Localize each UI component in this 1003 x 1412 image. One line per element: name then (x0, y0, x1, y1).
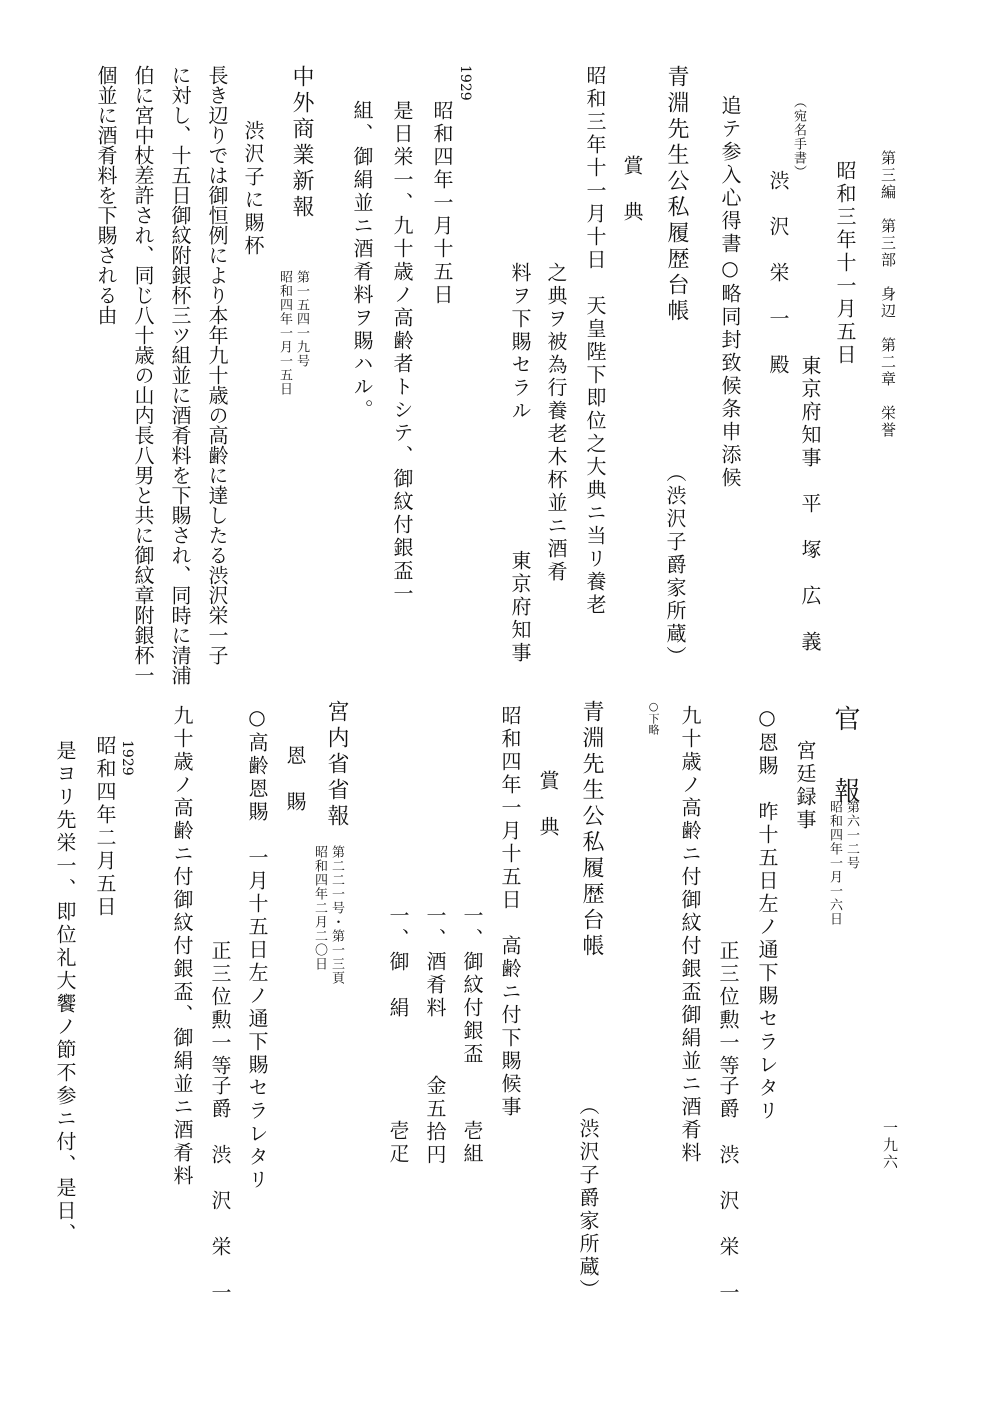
section-heading: 賞 典 (620, 155, 644, 224)
text-line: 正三位勲一等 (208, 940, 232, 1078)
list-item: 一、酒肴料 (423, 905, 447, 1020)
text-line: 昭和四年一月十五日 高齢ニ付下賜候事 (498, 705, 522, 1119)
issue-number: 第二二一号・第一三頁 (329, 845, 344, 985)
issue-number: 第一五四一九号 (294, 270, 309, 368)
text-line: 昭和三年十一月五日 (833, 160, 857, 367)
section-heading: 宮廷録事 (793, 740, 817, 832)
source-citation: （渋沢子爵家所蔵） (576, 1095, 600, 1302)
annotation-note: （宛名手書） (791, 95, 806, 179)
issue-date: 昭和四年一月一六日 (827, 800, 842, 926)
text-line: 子爵 渋 沢 栄 一 (208, 1075, 232, 1305)
date-heading: 昭和四年一月十五日 (430, 100, 454, 307)
text-line: 料ヲ下賜セラル (508, 262, 532, 423)
list-item: 一、御 絹 (386, 905, 410, 1020)
source-title: 青淵先生公私履歴台帳 (579, 700, 604, 960)
article-heading: 渋沢子に賜杯 (241, 120, 265, 258)
text-line: 個並に酒肴料を下賜される由 (94, 65, 118, 325)
text-line: 追テ参入心得書○略同封致候条申添候 (718, 95, 742, 490)
text-line: ○恩賜 昨十五日左ノ通下賜セラレタリ (755, 705, 779, 1123)
issue-date: 昭和四年二月二〇日 (312, 845, 327, 971)
text-line: 子爵 渋 沢 栄 一 (716, 1075, 740, 1305)
section-heading: 恩 賜 (283, 745, 307, 814)
list-item: 一、御紋付銀盃 (460, 905, 484, 1066)
text-line: 昭和三年十一月十日 天皇陛下即位之大典ニ当リ養老 (583, 65, 607, 617)
issue-number: 第六一二号 (844, 800, 859, 870)
text-line: 組、御絹並ニ酒肴料ヲ賜ハル。 (350, 100, 374, 422)
text-line: 之典ヲ被為行養老木杯並ニ酒肴 (544, 262, 568, 584)
text-line: 渋 沢 栄 一 殿 (766, 170, 790, 377)
part-chapter-header: 第三編 第三部 身辺 第二章 栄誉 (879, 150, 897, 439)
text-line: 九十歳ノ高齢ニ付御紋付銀盃、御絹並ニ酒肴料 (170, 705, 194, 1188)
date-heading: 昭和四年二月五日 (93, 735, 117, 919)
text-line: に対し、十五日御紋附銀杯三ツ組並に酒肴料を下賜され、同時に清浦 (168, 65, 192, 685)
source-title: 青淵先生公私履歴台帳 (664, 65, 689, 325)
year-annotation: 1929 (457, 65, 473, 101)
text-line: 東京府知事 (508, 550, 532, 665)
omission-note: ○下略 (647, 700, 660, 735)
source-title: 官 報 (830, 705, 860, 813)
source-citation: （渋沢子爵家所蔵） (663, 462, 687, 669)
list-item-value: 金五拾円 (423, 1075, 447, 1167)
list-item-value: 壱疋 (386, 1120, 410, 1166)
source-title: 宮内省省報 (324, 700, 349, 830)
issue-date: 昭和四年一月一五日 (277, 270, 292, 396)
text-line: 九十歳ノ高齢ニ付御紋付銀盃御絹並ニ酒肴料 (678, 705, 702, 1165)
text-line: 正三位勲一等 (716, 940, 740, 1078)
section-heading: 賞 典 (536, 770, 560, 839)
text-line: 是ヨリ先栄一、即位礼大饗ノ節不参ニ付、是日、 (53, 740, 77, 1246)
text-line: ○高齢恩賜 一月十五日左ノ通下賜セラレタリ (245, 705, 269, 1192)
text-line: 是日栄一、九十歳ノ高齢者トシテ、御紋付銀盃一 (390, 100, 414, 606)
year-annotation: 1929 (119, 740, 135, 776)
text-line: 東京府知事 平 塚 広 義 (798, 355, 822, 654)
page-number: 一九六 (881, 1120, 899, 1171)
list-item-value: 壱組 (460, 1120, 484, 1166)
source-title: 中外商業新報 (289, 65, 314, 221)
text-line: 伯に宮中杖差許され、同じ八十歳の山内長八男と共に御紋章附銀杯一 (131, 65, 155, 685)
text-line: 長き辺りでは御恒例により本年九十歳の高齢に達したる渋沢栄一子 (205, 65, 229, 665)
